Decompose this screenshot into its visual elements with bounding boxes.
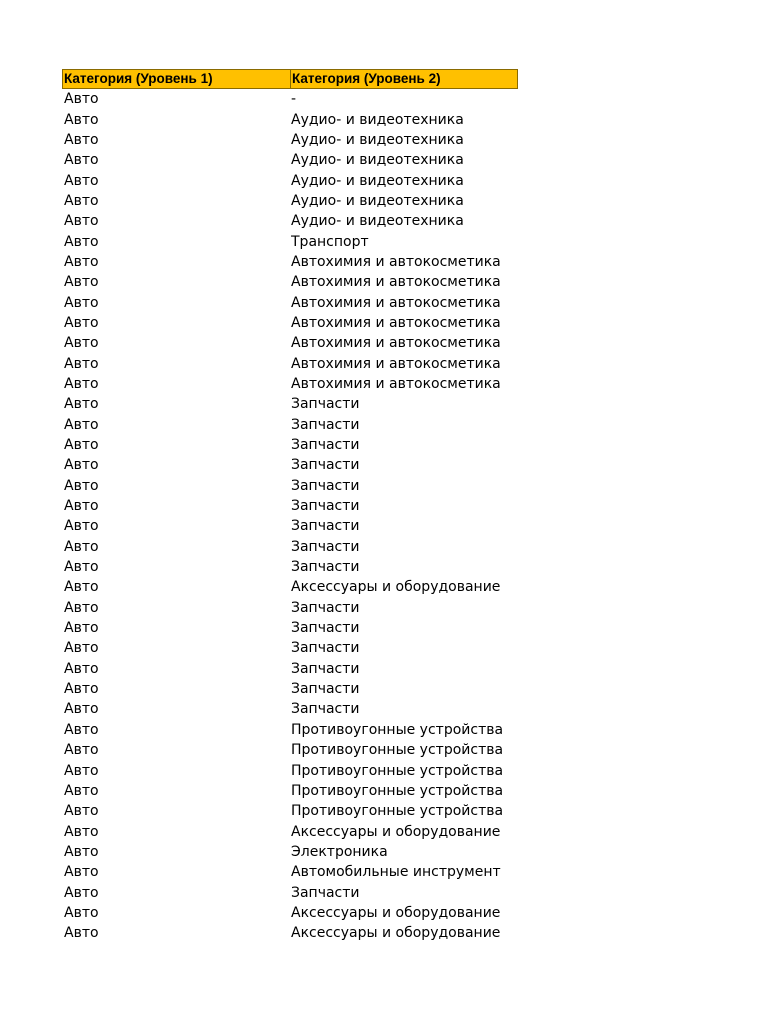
cell-category-level-2: Противоугонные устройства	[291, 721, 504, 738]
table-row	[62, 923, 518, 943]
cell-category-level-1: Авто	[64, 253, 99, 270]
cell-category-level-1: Авто	[64, 152, 99, 169]
cell-category-level-2: Запчасти	[291, 437, 360, 454]
table-row	[62, 353, 518, 373]
cell-category-level-2: Автохимия и автокосметика	[291, 294, 501, 311]
cell-category-level-1: Авто	[64, 172, 99, 189]
cell-category-level-1: Авто	[64, 762, 99, 779]
cell-category-level-2: Автохимия и автокосметика	[291, 274, 501, 291]
cell-category-level-2: Аксессуары и оборудование	[291, 925, 501, 942]
cell-category-level-2: Автохимия и автокосметика	[291, 375, 501, 392]
cell-category-level-1: Авто	[64, 437, 99, 454]
table-body	[62, 89, 518, 943]
table-row	[62, 415, 518, 435]
table-row	[62, 821, 518, 841]
table-row	[62, 455, 518, 475]
spreadsheet-table	[62, 69, 518, 943]
table-row	[62, 374, 518, 394]
cell-category-level-2: Запчасти	[291, 701, 360, 718]
cell-category-level-2: Аудио- и видеотехника	[291, 192, 464, 209]
cell-category-level-1: Авто	[64, 274, 99, 291]
cell-category-level-1: Авто	[64, 660, 99, 677]
cell-category-level-2: Аксессуары и оборудование	[291, 579, 501, 596]
cell-category-level-2: Автомобильные инструмент	[291, 864, 501, 881]
table-row	[62, 537, 518, 557]
table-row	[62, 557, 518, 577]
table-row	[62, 577, 518, 597]
cell-category-level-1: Авто	[64, 314, 99, 331]
cell-category-level-1: Авто	[64, 640, 99, 657]
cell-category-level-2: Противоугонные устройства	[291, 742, 504, 759]
table-row	[62, 130, 518, 150]
table-row	[62, 435, 518, 455]
table-row	[62, 476, 518, 496]
table-row	[62, 231, 518, 251]
cell-category-level-1: Авто	[64, 477, 99, 494]
cell-category-level-1: Авто	[64, 416, 99, 433]
cell-category-level-2: Противоугонные устройства	[291, 762, 504, 779]
cell-category-level-2: Аудио- и видеотехника	[291, 152, 464, 169]
cell-category-level-1: Авто	[64, 233, 99, 250]
table-row	[62, 679, 518, 699]
cell-category-level-2: Противоугонные устройства	[291, 803, 504, 820]
cell-category-level-2: Запчасти	[291, 660, 360, 677]
cell-category-level-1: Авто	[64, 498, 99, 515]
cell-category-level-2: Аудио- и видеотехника	[291, 111, 464, 128]
cell-category-level-1: Авто	[64, 823, 99, 840]
cell-category-level-2: Транспорт	[291, 233, 369, 250]
table-row	[62, 740, 518, 760]
table-row	[62, 882, 518, 902]
cell-category-level-2: Противоугонные устройства	[291, 782, 504, 799]
table-row	[62, 516, 518, 536]
cell-category-level-1: Авто	[64, 579, 99, 596]
cell-category-level-1: Авто	[64, 111, 99, 128]
cell-category-level-1: Авто	[64, 782, 99, 799]
cell-category-level-1: Авто	[64, 701, 99, 718]
cell-category-level-1: Авто	[64, 538, 99, 555]
cell-category-level-1: Авто	[64, 884, 99, 901]
table-row	[62, 191, 518, 211]
cell-category-level-1: Авто	[64, 91, 99, 108]
table-row	[62, 842, 518, 862]
cell-category-level-1: Авто	[64, 518, 99, 535]
table-row	[62, 150, 518, 170]
cell-category-level-1: Авто	[64, 192, 99, 209]
cell-category-level-2: Запчасти	[291, 640, 360, 657]
cell-category-level-2: Запчасти	[291, 477, 360, 494]
cell-category-level-2: Запчасти	[291, 620, 360, 637]
table-row	[62, 496, 518, 516]
header-category-level-1: Категория (Уровень 1)	[63, 70, 291, 88]
cell-category-level-2: Запчасти	[291, 681, 360, 698]
cell-category-level-1: Авто	[64, 599, 99, 616]
table-row	[62, 211, 518, 231]
cell-category-level-2: Запчасти	[291, 416, 360, 433]
cell-category-level-1: Авто	[64, 904, 99, 921]
cell-category-level-1: Авто	[64, 396, 99, 413]
cell-category-level-2: Аудио- и видеотехника	[291, 172, 464, 189]
cell-category-level-1: Авто	[64, 620, 99, 637]
cell-category-level-2: Запчасти	[291, 884, 360, 901]
cell-category-level-2: Запчасти	[291, 599, 360, 616]
table-row	[62, 801, 518, 821]
table-row	[62, 272, 518, 292]
cell-category-level-2: Запчасти	[291, 396, 360, 413]
cell-category-level-2: Автохимия и автокосметика	[291, 355, 501, 372]
table-row	[62, 598, 518, 618]
cell-category-level-2: Автохимия и автокосметика	[291, 314, 501, 331]
table-row	[62, 781, 518, 801]
cell-category-level-1: Авто	[64, 457, 99, 474]
table-row	[62, 313, 518, 333]
cell-category-level-2: Автохимия и автокосметика	[291, 253, 501, 270]
table-row	[62, 862, 518, 882]
table-row	[62, 252, 518, 272]
cell-category-level-1: Авто	[64, 294, 99, 311]
cell-category-level-2: Аудио- и видеотехника	[291, 213, 464, 230]
cell-category-level-1: Авто	[64, 355, 99, 372]
table-row	[62, 89, 518, 109]
table-header-row	[62, 69, 518, 89]
table-row	[62, 699, 518, 719]
table-row	[62, 109, 518, 129]
table-row	[62, 394, 518, 414]
table-row	[62, 170, 518, 190]
cell-category-level-1: Авто	[64, 375, 99, 392]
cell-category-level-2: Аксессуары и оборудование	[291, 904, 501, 921]
cell-category-level-1: Авто	[64, 742, 99, 759]
cell-category-level-1: Авто	[64, 864, 99, 881]
table-row	[62, 292, 518, 312]
table-row	[62, 618, 518, 638]
cell-category-level-1: Авто	[64, 681, 99, 698]
cell-category-level-1: Авто	[64, 559, 99, 576]
cell-category-level-1: Авто	[64, 925, 99, 942]
cell-category-level-2: Запчасти	[291, 457, 360, 474]
cell-category-level-2: Запчасти	[291, 498, 360, 515]
cell-category-level-1: Авто	[64, 213, 99, 230]
cell-category-level-2: Запчасти	[291, 538, 360, 555]
table-row	[62, 720, 518, 740]
cell-category-level-1: Авто	[64, 721, 99, 738]
cell-category-level-2: -	[291, 91, 297, 108]
cell-category-level-2: Аксессуары и оборудование	[291, 823, 501, 840]
cell-category-level-1: Авто	[64, 803, 99, 820]
table-row	[62, 638, 518, 658]
table-row	[62, 760, 518, 780]
table-row	[62, 659, 518, 679]
cell-category-level-2: Запчасти	[291, 518, 360, 535]
cell-category-level-1: Авто	[64, 335, 99, 352]
cell-category-level-2: Аудио- и видеотехника	[291, 131, 464, 148]
cell-category-level-2: Электроника	[291, 843, 388, 860]
cell-category-level-1: Авто	[64, 843, 99, 860]
cell-category-level-2: Запчасти	[291, 559, 360, 576]
cell-category-level-1: Авто	[64, 131, 99, 148]
table-row	[62, 903, 518, 923]
cell-category-level-2: Автохимия и автокосметика	[291, 335, 501, 352]
header-category-level-2: Категория (Уровень 2)	[292, 71, 441, 86]
table-row	[62, 333, 518, 353]
